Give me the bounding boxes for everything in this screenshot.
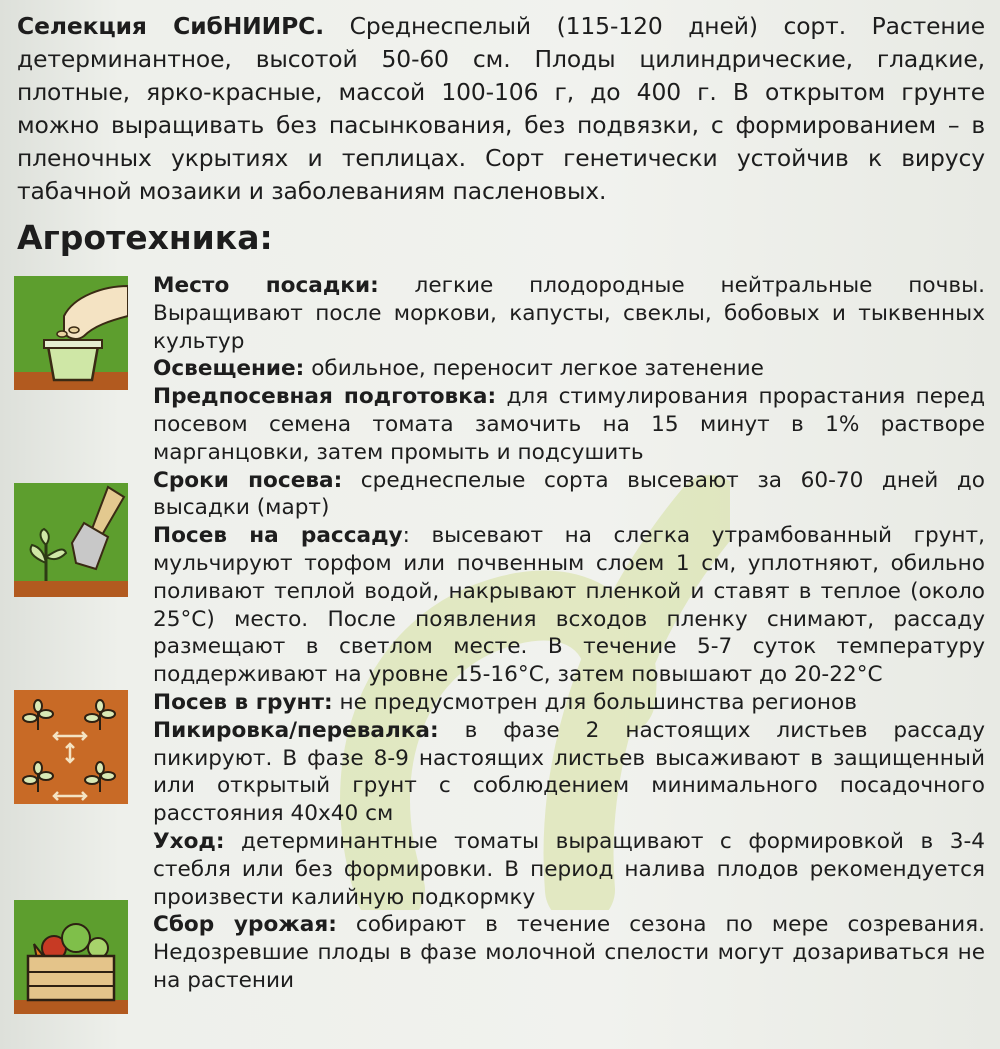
item-text: в фазе 2 настоящих листьев рассаду пикируют. В фазе 8-9 настоящих листьев высаживают в защищенный или открытый грунт с соблюдением минимального посадочного расстояния 40х40 см [153,717,985,827]
item-label: Сроки посева: [153,467,343,493]
seedling-pot-icon [14,276,128,390]
item-seedling-sowing [153,522,985,689]
item-text: для стимулирования прорастания перед посевом семена томата замочить на 15 минут в 1% растворе марганцовки, затем промыть и подсушить [153,384,985,465]
plant-spacing-icon [14,690,128,804]
item-text: не предусмотрен для большинства регионов [332,689,857,715]
item-label: Место посадки: [153,273,379,298]
item-label: Уход: [153,828,225,854]
item-label: Посев на рассаду [153,523,403,549]
item-text: легкие плодородные нейтральные почвы. Выращивают после моркови, капусты, свеклы, бобовых и тыквенных культур [153,273,985,354]
item-text: : высевают на слегка утрамбованный грунт, мульчируют торфом или почвенным слоем 1 см, уплотняют, обильно поливают теплой водой, накрывают пленкой и ставят в теплое (около 25°С) место. После появления всходов пленку снимают, рассаду размещают в светлом месте. В течение 5-7 суток температуру поддерживают на уровне 15-16°С, затем повышают до 20-22°С [153,523,985,688]
item-presowing [153,383,985,466]
item-sowing-dates [153,467,985,523]
item-text: обильное, переносит легкое затенение [304,356,764,382]
item-label: Сбор урожая: [153,912,337,938]
item-planting-place [153,272,985,355]
section-title: Агротехника: [17,218,273,257]
variety-description [17,10,985,208]
item-label: Пикировка/перевалка: [153,717,439,743]
item-label: Предпосевная подготовка: [153,384,497,410]
item-harvest [153,911,985,994]
item-label: Посев в грунт: [153,689,333,715]
item-care [153,828,985,911]
item-text: детерминантные томаты выращивают с формировкой в 3-4 стебля или без формировки. В период налива плодов рекомендуется произвести калийную подкормку [153,828,985,910]
intro-text: Среднеспелый (115-120 дней) сорт. Растение детерминантное, высотой 50-60 см. Плоды цилиндрические, гладкие, плотные, ярко-красные, массой 100-106 г, до 400 г. В открытом грунте можно выращивать без пасынкования, без подвязки, с формированием – в пленочных укрытиях и теплицах. Сорт генетически устойчив к вирусу табачной мозаики и заболеваниям пасленовых. [17,12,985,205]
item-ground-sowing [153,689,985,717]
agrotech-block-1 [153,272,985,995]
vegetable-crate-icon [14,900,128,1014]
trowel-sprout-icon [14,483,128,597]
item-text: собирают в течение сезона по мере созревания. Недозревшие плоды в фазе молочной спелости могут дозариваться не на растении [153,912,986,993]
item-label: Освещение: [153,356,305,382]
item-pricking [153,717,985,828]
item-text: среднеспелые сорта высевают за 60-70 дней до высадки (март) [153,467,985,521]
intro-title: Селекция СибНИИРС. [17,12,325,40]
item-lighting [153,355,985,383]
